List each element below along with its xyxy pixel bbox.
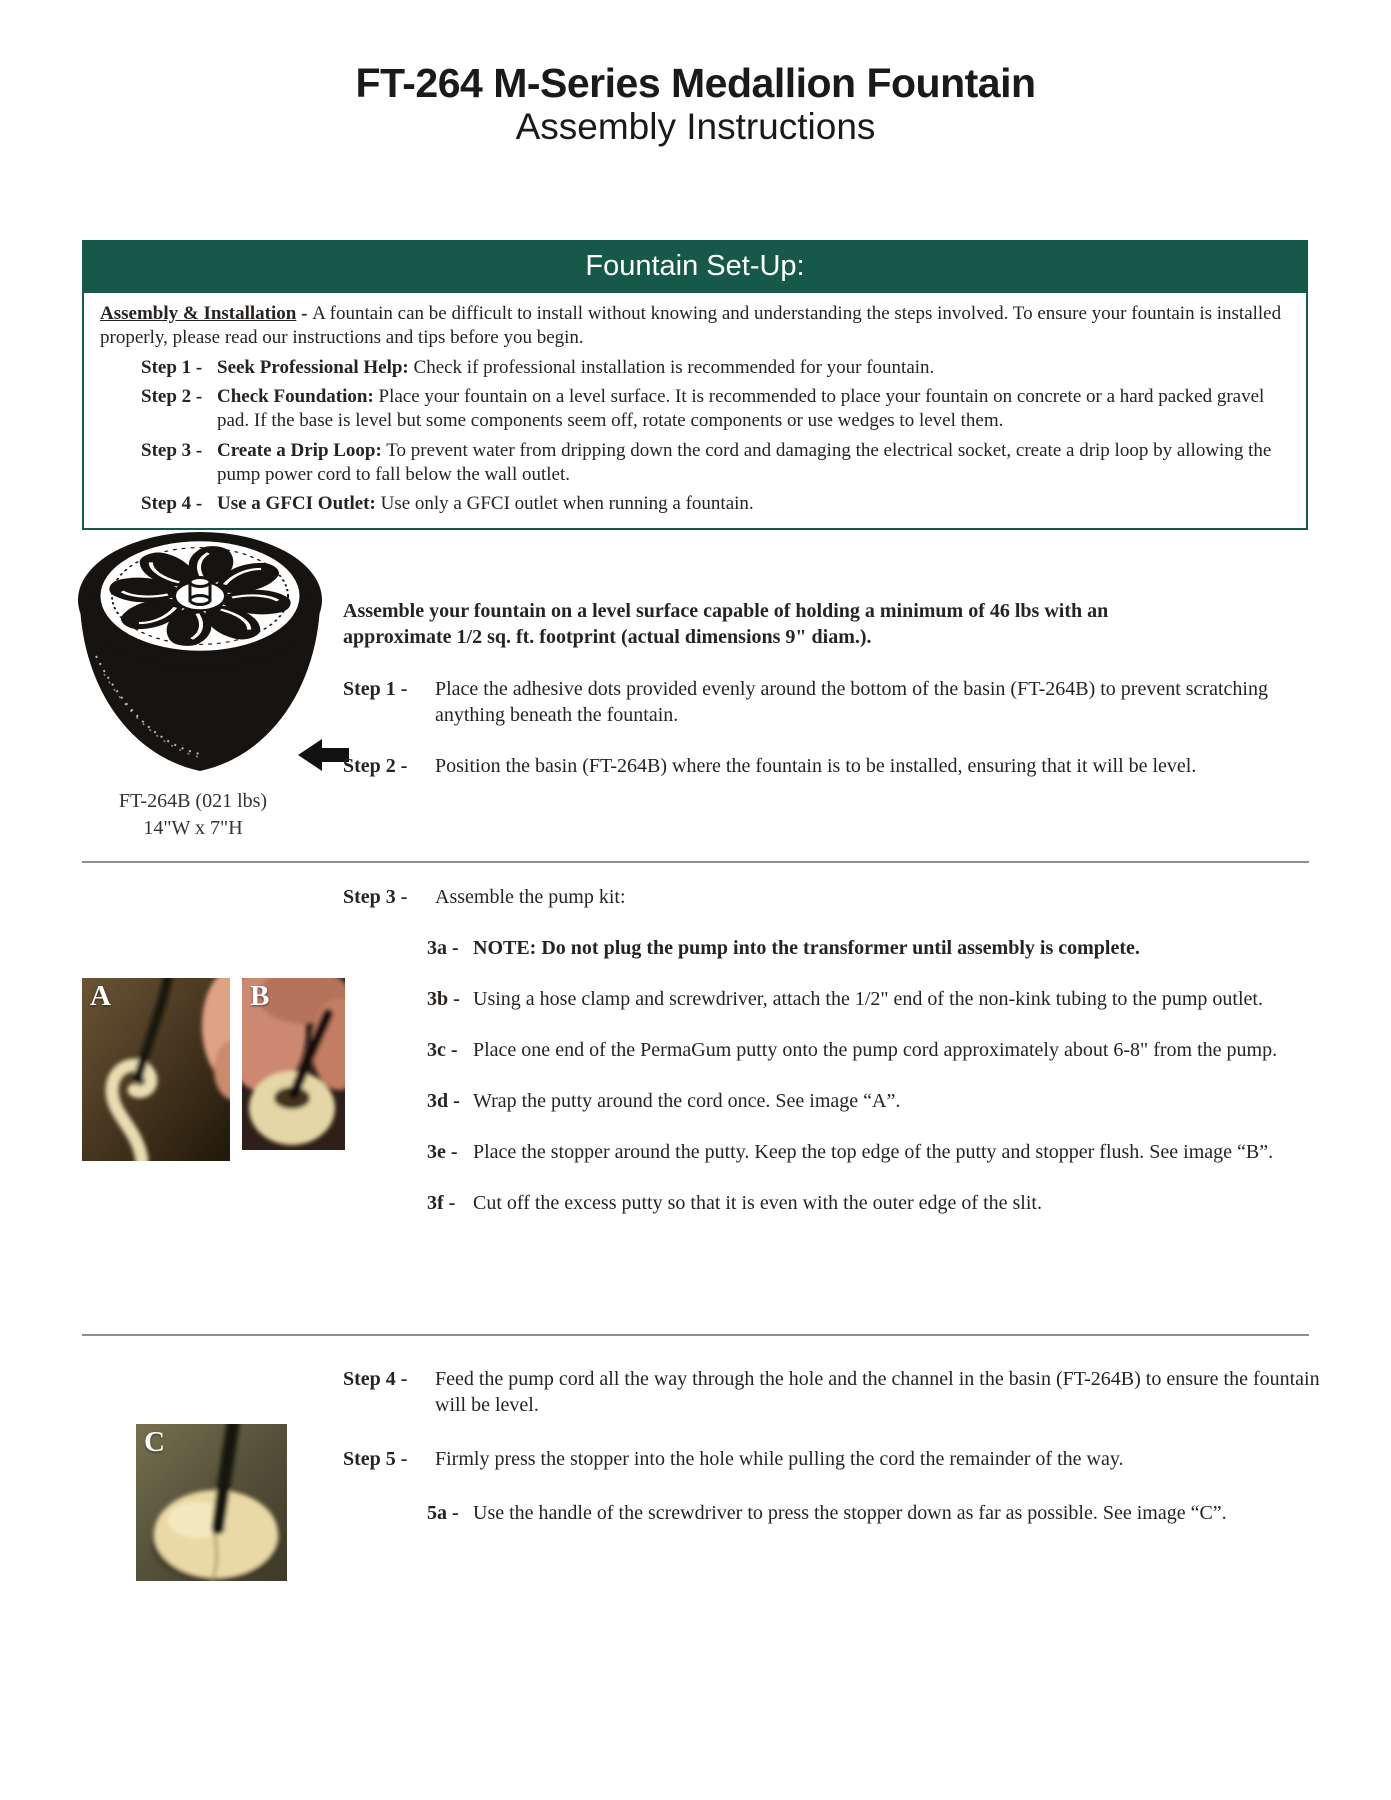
setup-intro-label: Assembly & Installation (100, 303, 297, 324)
assembly-step-5 (343, 1446, 1335, 1472)
photo-a (82, 978, 230, 1161)
setup-step-label: Step 2 - (141, 386, 203, 408)
substep-text: Place one end of the PermaGum putty onto the pump cord approximately about 6-8" from the pump. (473, 1039, 1278, 1061)
setup-step-title: Check Foundation: (217, 386, 374, 408)
setup-intro-text: A fountain can be difficult to install without knowing and understanding the steps involved. To ensure your fountain is installed properly, please read our instructions and tips before you begin. (100, 303, 1282, 348)
pump-kit-section (343, 884, 1335, 1216)
setup-step-2 (100, 385, 1292, 433)
substep-3b (427, 986, 1335, 1012)
step-label: Step 4 - (343, 1368, 408, 1390)
step-label: Step 5 - (343, 1448, 408, 1470)
section-divider (82, 1334, 1309, 1336)
setup-step-label: Step 1 - (141, 356, 203, 378)
setup-step-1 (100, 356, 1292, 380)
setup-step-title: Use a GFCI Outlet: (217, 493, 376, 515)
step-label: Step 3 - (343, 886, 408, 908)
substep-5a (427, 1500, 1335, 1526)
substep-label: 3c - (427, 1039, 458, 1061)
setup-box-body (84, 293, 1306, 528)
setup-step-text: Use only a GFCI outlet when running a fountain. (380, 493, 754, 515)
step-text: Feed the pump cord all the way through the hole and the channel in the basin (FT-264B) to ensure the fountain will be level. (435, 1368, 1320, 1416)
photo-b-label: B (250, 980, 270, 1012)
assembly-step-2 (343, 753, 1335, 779)
substep-text: Cut off the excess putty so that it is even with the outer edge of the slit. (473, 1192, 1042, 1214)
substep-text: NOTE: Do not plug the pump into the transformer until assembly is complete. (473, 937, 1140, 959)
assembly-step-3 (343, 884, 1335, 910)
substep-3c (427, 1037, 1335, 1063)
section-divider (82, 861, 1309, 863)
assembly-step-1 (343, 676, 1335, 728)
substep-label: 3e - (427, 1141, 458, 1163)
substep-text: Use the handle of the screwdriver to press the stopper down as far as possible. See image “C”. (473, 1502, 1227, 1524)
step-text: Assemble the pump kit: (435, 886, 626, 908)
basin-illustration (70, 528, 350, 778)
setup-intro (100, 302, 1292, 350)
substep-label: 3b - (427, 988, 460, 1010)
photo-c (136, 1424, 287, 1581)
photo-c-label: C (144, 1426, 165, 1458)
setup-step-4 (100, 492, 1292, 516)
photo-b (242, 978, 345, 1150)
setup-box-header: Fountain Set-Up: (84, 242, 1306, 293)
level-surface-section (343, 598, 1335, 779)
basin-caption-size: 14"W x 7"H (143, 817, 243, 839)
basin-caption-model: FT-264B (021 lbs) (118, 790, 268, 812)
basin-figure (70, 528, 350, 780)
setup-step-title: Create a Drip Loop: (217, 439, 382, 461)
setup-step-label: Step 4 - (141, 493, 203, 515)
substep-3f (427, 1190, 1335, 1216)
doc-subtitle: Assembly Instructions (515, 106, 876, 147)
setup-intro-sep: - (296, 303, 313, 324)
setup-step-label: Step 3 - (141, 439, 203, 461)
step-label: Step 2 - (343, 754, 408, 777)
level-surface-intro: Assemble your fountain on a level surface capable of holding a minimum of 46 lbs with an approximate 1/2 sq. ft. footprint (actual dimensions 9" diam.). (343, 600, 1109, 649)
setup-step-title: Seek Professional Help: (217, 356, 409, 378)
step-label: Step 1 - (343, 677, 408, 700)
setup-step-text: Place your fountain on a level surface. It is recommended to place your fountain on concrete or a hard packed gravel pad. If the base is level but some components seem off, rotate components or use wedges to level them. (217, 386, 1265, 431)
setup-step-3 (100, 439, 1292, 487)
substep-text: Using a hose clamp and screwdriver, attach the 1/2" end of the non-kink tubing to the pump outlet. (473, 988, 1263, 1010)
setup-step-text: Check if professional installation is recommended for your fountain. (413, 356, 935, 378)
substep-3a (427, 935, 1335, 961)
arrow-left-icon (298, 739, 349, 771)
final-section (343, 1366, 1335, 1526)
substep-text: Place the stopper around the putty. Keep the top edge of the putty and stopper flush. See image “B”. (473, 1141, 1274, 1163)
substep-3e (427, 1139, 1335, 1165)
substep-label: 3f - (427, 1192, 456, 1214)
substep-label: 3a - (427, 937, 459, 959)
doc-title: FT-264 M-Series Medallion Fountain (355, 60, 1036, 106)
photo-a-label: A (90, 980, 111, 1012)
basin-caption (72, 788, 314, 842)
substep-text: Wrap the putty around the cord once. See image “A”. (473, 1090, 901, 1112)
setup-step-text: To prevent water from dripping down the cord and damaging the electrical socket, create a drip loop by allowing the pump power cord to fall below the wall outlet. (217, 439, 1272, 485)
fountain-setup-box (82, 240, 1308, 530)
step-text: Place the adhesive dots provided evenly around the bottom of the basin (FT-264B) to prevent scratching anything beneath the fountain. (435, 677, 1268, 726)
assembly-step-4 (343, 1366, 1335, 1418)
substep-label: 3d - (427, 1090, 460, 1112)
substep-label: 5a - (427, 1502, 459, 1524)
step-text: Position the basin (FT-264B) where the fountain is to be installed, ensuring that it will be level. (435, 754, 1197, 777)
substep-3d (427, 1088, 1335, 1114)
step-text: Firmly press the stopper into the hole while pulling the cord the remainder of the way. (435, 1448, 1124, 1470)
